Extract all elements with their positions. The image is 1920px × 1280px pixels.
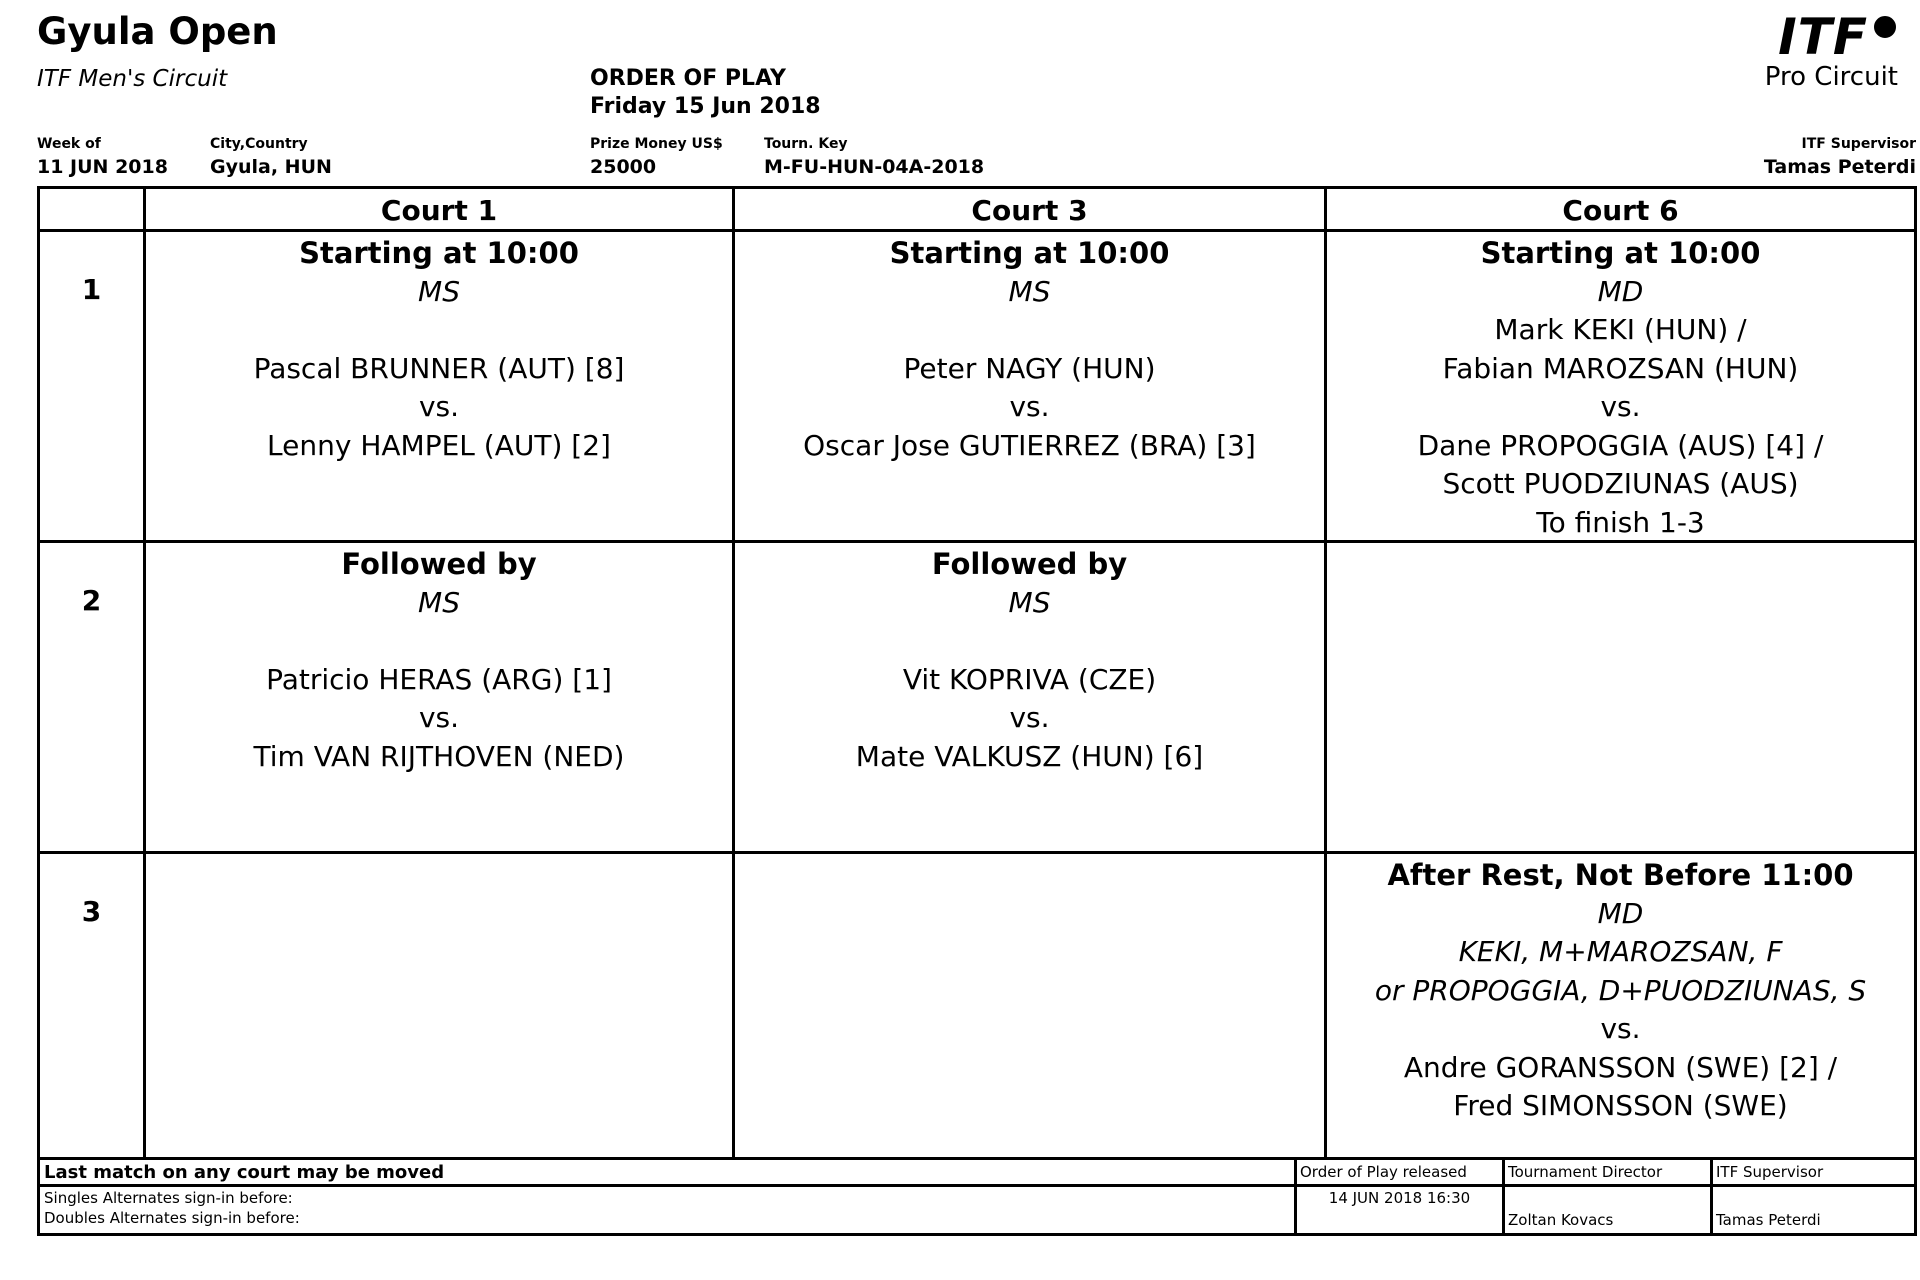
tennis-ball-icon	[1874, 16, 1896, 38]
singles-alternates: Singles Alternates sign-in before:	[44, 1189, 293, 1207]
player-entry: Scott PUODZIUNAS (AUS)	[1442, 467, 1799, 500]
spacer	[735, 311, 1324, 350]
prize-value: 25000	[590, 156, 657, 178]
week-label: Week of	[37, 136, 101, 152]
match-cell	[146, 545, 732, 776]
match-schedule-heading: Starting at 10:00	[889, 236, 1170, 270]
player-entry: To finish 1-3	[1536, 505, 1705, 539]
match-cell	[735, 234, 1324, 465]
spacer	[735, 622, 1324, 661]
city-label: City,Country	[210, 136, 308, 152]
tournament-title: Gyula Open	[37, 10, 278, 53]
spacer	[146, 622, 732, 661]
match-schedule-heading: After Rest, Not Before 11:00	[1387, 858, 1854, 892]
row-number-1: 1	[81, 273, 102, 306]
event-code: MS	[1008, 585, 1051, 619]
player-entry: Lenny HAMPEL (AUT) [2]	[267, 428, 611, 462]
footer-table	[37, 1159, 1917, 1236]
event-code: MS	[1008, 274, 1051, 308]
city-value: Gyula, HUN	[210, 156, 332, 178]
prize-label: Prize Money US$	[590, 136, 723, 152]
match-cell	[735, 545, 1324, 776]
released-label: Order of Play released	[1300, 1163, 1467, 1181]
versus-label: vs.	[418, 390, 460, 423]
match-schedule-heading: Starting at 10:00	[1480, 236, 1761, 270]
player-entry: Fred SIMONSSON (SWE)	[1453, 1089, 1788, 1122]
versus-label: vs.	[418, 701, 460, 734]
footer-supervisor-value: Tamas Peterdi	[1716, 1211, 1821, 1229]
player-entry: Andre GORANSSON (SWE) [2] /	[1403, 1050, 1838, 1084]
circuit-name: ITF Men's Circuit	[37, 66, 228, 92]
versus-label: vs.	[1009, 390, 1050, 423]
court-header-1: Court 1	[380, 194, 498, 227]
winner-placeholder: KEKI, M+MAROZSAN, F	[1458, 935, 1783, 968]
footer-supervisor-label: ITF Supervisor	[1716, 1163, 1824, 1181]
versus-label: vs.	[1009, 701, 1050, 734]
event-code: MD	[1597, 274, 1644, 308]
event-code: MS	[418, 274, 460, 308]
player-entry: Mate VALKUSZ (HUN) [6]	[855, 739, 1204, 773]
match-schedule-heading: Followed by	[341, 547, 537, 581]
logo-pro-circuit-text: Pro Circuit	[1764, 62, 1898, 92]
player-entry: Pascal BRUNNER (AUT) [8]	[253, 351, 625, 385]
tourn-key-label: Tourn. Key	[764, 136, 848, 152]
director-value: Zoltan Kovacs	[1508, 1211, 1614, 1229]
director-label: Tournament Director	[1508, 1163, 1663, 1181]
match-schedule-heading: Followed by	[931, 547, 1128, 581]
player-entry: Peter NAGY (HUN)	[903, 351, 1156, 385]
player-entry: Dane PROPOGGIA (AUS) [4] /	[1417, 428, 1824, 462]
versus-label: vs.	[1600, 1012, 1641, 1045]
event-code: MS	[418, 585, 460, 619]
player-entry: Vit KOPRIVA (CZE)	[902, 662, 1157, 696]
released-value: 14 JUN 2018 16:30	[1328, 1189, 1471, 1207]
row-number-3: 3	[81, 895, 102, 928]
last-match-note: Last match on any court may be moved	[44, 1162, 445, 1183]
event-code: MD	[1597, 896, 1644, 930]
week-value: 11 JUN 2018	[37, 156, 168, 178]
tourn-key-value: M-FU-HUN-04A-2018	[764, 156, 985, 178]
order-of-play-grid	[37, 186, 1917, 1160]
match-cell	[1327, 856, 1914, 1126]
player-entry: Mark KEKI (HUN) /	[1494, 313, 1747, 346]
versus-label: vs.	[1600, 390, 1641, 423]
match-cell	[1327, 234, 1914, 542]
match-cell	[146, 234, 732, 465]
order-of-play-date: Friday 15 Jun 2018	[590, 94, 821, 119]
supervisor-label: ITF Supervisor	[1801, 136, 1916, 152]
match-schedule-heading: Starting at 10:00	[299, 236, 579, 270]
row-number-2: 2	[81, 584, 102, 617]
player-entry: Fabian MAROZSAN (HUN)	[1442, 351, 1799, 385]
player-entry: Patricio HERAS (ARG) [1]	[266, 662, 612, 696]
court-header-3: Court 3	[971, 194, 1088, 227]
winner-placeholder: or PROPOGGIA, D+PUODZIUNAS, S	[1374, 973, 1867, 1007]
spacer	[146, 311, 732, 350]
doubles-alternates: Doubles Alternates sign-in before:	[44, 1209, 300, 1227]
logo-itf-text: ITF	[1778, 8, 1868, 66]
court-header-6: Court 6	[1562, 194, 1679, 227]
player-entry: Tim VAN RIJTHOVEN (NED)	[253, 739, 625, 773]
order-of-play-label: ORDER OF PLAY	[590, 66, 786, 91]
player-entry: Oscar Jose GUTIERREZ (BRA) [3]	[803, 428, 1256, 462]
itf-pro-circuit-logo	[1748, 8, 1898, 107]
supervisor-value: Tamas Peterdi	[1763, 156, 1916, 178]
